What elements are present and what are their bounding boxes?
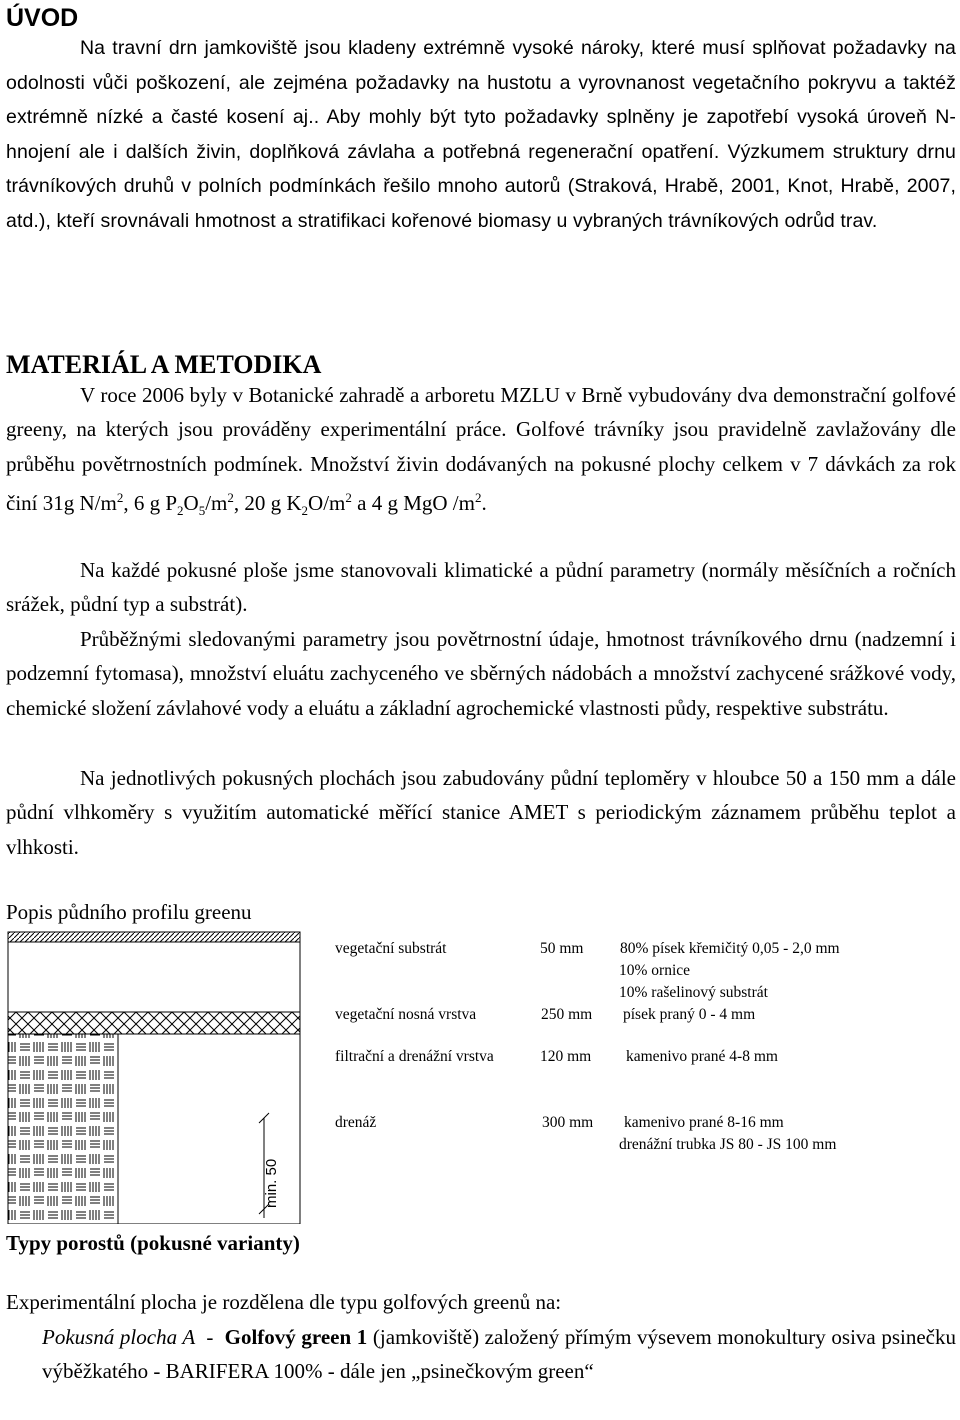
layer-4-name: drenáž [335, 1114, 377, 1131]
methods-paragraph-1: V roce 2006 byly v Botanické zahradě a arboretu MZLU v Brně vybudovány dva demonstrační golfové greeny, na kterých jsou prováděny experimentální práce. Golfové trávníky jsou pravidelně zavlažovány dle průběhu povětrnostních podmínek. Množství živin dodávaných na pokusné plochy celkem v 7 dávkách za rok činí 31g $N/m^2$, 6 g $P_2O_5/m^2$, 20 g $K_2O/m^2$ a 4 g MgO $/m^2$. [6, 383, 956, 519]
variant-a: Pokusná plocha A - Golfový green 1 (jamkoviště) založený přímým výsevem monokultury osiva psinečku výběžkatého - BARIFERA 100% - dále jen „psinečkovým green“ [42, 1325, 957, 1384]
layer-4-desc-2: drenážní trubka JS 80 - JS 100 mm [619, 1136, 837, 1153]
layer-3-name: filtrační a drenážní vrstva [335, 1048, 494, 1065]
methods-paragraph-2: Na každé pokusné ploše jsme stanovovali klimatické a půdní parametry (normály měsíčních a ročních srážek, půdní typ a substrát). [6, 558, 956, 617]
variants-heading: Typy porostů (pokusné varianty) [6, 1231, 300, 1255]
layer-3-depth: 120 mm [540, 1048, 592, 1065]
layer-1-desc-2: 10% ornice [619, 962, 691, 979]
layer-2-desc-1: písek praný 0 - 4 mm [623, 1006, 756, 1023]
layer-1-name: vegetační substrát [335, 940, 447, 957]
layer-1-depth: 50 mm [540, 940, 584, 957]
variants-intro: Experimentální plocha je rozdělena dle typu golfových greenů na: [6, 1290, 562, 1314]
variant-a-label: Pokusná plocha A [42, 1325, 196, 1349]
layer-1-desc-1: 80% písek křemičitý 0,05 - 2,0 mm [620, 940, 840, 957]
layer-3-desc-1: kamenivo prané 4-8 mm [626, 1048, 778, 1065]
profile-scale-label: min. 50 [263, 1158, 280, 1208]
layer-2-depth: 250 mm [541, 1006, 593, 1023]
profile-caption: Popis půdního profilu greenu [6, 900, 252, 924]
methods-heading: MATERIÁL A METODIKA [6, 350, 322, 379]
methods-paragraph-3: Průběžnými sledovanými parametry jsou povětrnostní údaje, hmotnost trávníkového drnu (nadzemní i podzemní fytomasa), množství eluátu zachyceného ve sběrných nádobách a množství zachycené srážkové vody, chemické složení závlahové vody a eluátu a základní agrochemické vlastnosti půdy, respektive substrátu. [6, 627, 956, 720]
variant-a-name: Golfový green 1 [224, 1325, 368, 1349]
soil-profile-diagram [4, 928, 304, 1224]
layer-1-desc-3: 10% rašelinový substrát [619, 984, 768, 1001]
layer-2-name: vegetační nosná vrstva [335, 1006, 477, 1023]
intro-heading: ÚVOD [6, 4, 79, 32]
layer-4-desc-1: kamenivo prané 8-16 mm [624, 1114, 784, 1131]
methods-paragraph-4: Na jednotlivých pokusných plochách jsou zabudovány půdní teploměry v hloubce 50 a 150 mm a dále půdní vlhkoměry s využitím automatické měřící stanice AMET s periodickým záznamem průběhu teplot a vlhkosti. [6, 766, 956, 859]
layer-4-depth: 300 mm [542, 1114, 594, 1131]
intro-paragraph: Na travní drn jamkoviště jsou kladeny extrémně vysoké nároky, které musí splňovat požadavky na odolnosti vůči poškození, ale zejména požadavky na hustotu a vyrovnanost vegetačního pokryvu a taktéž extrémně nízké a časté kosení aj.. Aby mohly být tyto požadavky splněny je zapotřebí vysoká úroveň N-hnojení ale i dalších živin, doplňková závlaha a potřebná regenerační opatření. Výzkumem struktury drnu trávníkových druhů v polních podmínkách řešilo mnoho autorů (Straková, Hrabě, 2001, Knot, Hrabě, 2007, atd.), kteří srovnávali hmotnost a stratifikaci kořenové biomasy u vybraných trávníkových odrůd trav. [6, 37, 956, 232]
